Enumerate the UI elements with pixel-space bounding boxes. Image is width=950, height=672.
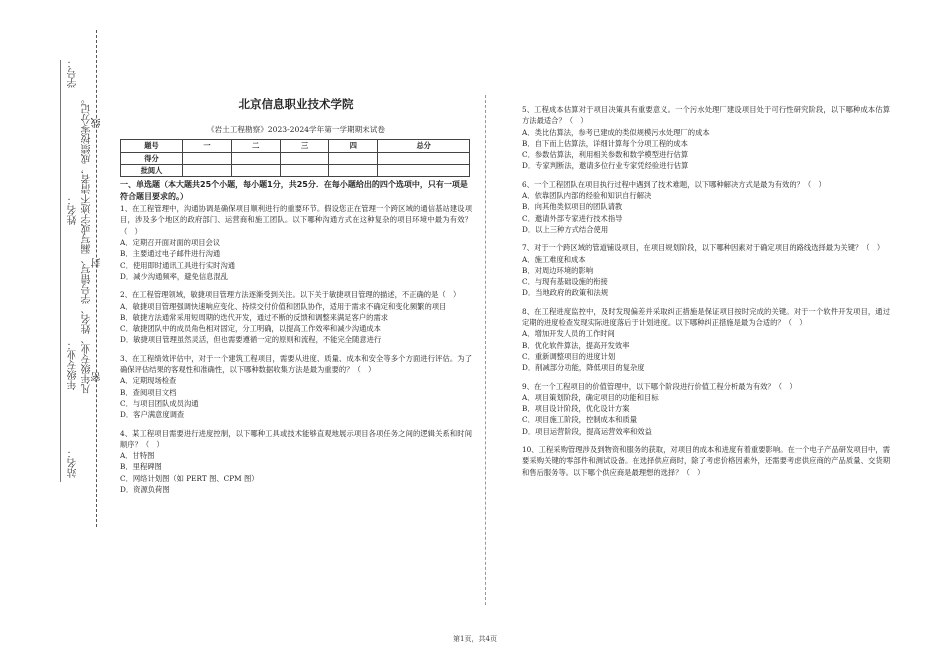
right-column — [522, 104, 890, 485]
question-stem: 6、一个工程团队在项目执行过程中遇到了技术难题，以下哪种解决方式是最为有效的？（ ） — [522, 179, 826, 189]
grader-cell[interactable] — [231, 164, 280, 176]
answer-option[interactable]: C．敏捷团队中的成员角色相对固定，分工明确，以提高工作效率和减少沟通成本 — [120, 324, 381, 334]
answer-option[interactable]: D．以上三种方式结合使用 — [522, 224, 609, 234]
answer-option[interactable]: D．客户满意度调查 — [120, 410, 185, 420]
answer-option[interactable]: A．施工难度和成本 — [522, 254, 586, 264]
answer-option[interactable]: C．使用即时通讯工具进行实时沟通 — [120, 260, 236, 270]
binding-notice: 凡年级专业、姓名、学号错写、漏写或字迹不清者，成绩按零分记。 — [82, 94, 93, 394]
answer-option[interactable]: A．敏捷项目管理强调快速响应变化、持续交付价值和团队协作，适用于需求不确定和变化频繁的项目 — [120, 301, 447, 311]
answer-option[interactable]: C．网络计划图（如 PERT 图、CPM 图） — [120, 473, 259, 483]
seat-label: 站名： — [68, 448, 79, 478]
answer-option[interactable]: B．向其他类似项目的团队请教 — [522, 202, 623, 212]
answer-option[interactable]: B．敏捷方法通常采用短周期的迭代开发，通过不断的反馈和调整来满足客户的需求 — [120, 312, 389, 322]
answer-option[interactable]: C．项目施工阶段，控制成本和质量 — [522, 415, 638, 425]
grader-row-label: 批阅人 — [121, 164, 183, 176]
binding-dashed-line-outer — [96, 30, 97, 527]
question-block — [120, 353, 472, 421]
answer-option[interactable]: C．与项目团队成员沟通 — [120, 398, 199, 408]
score-row-label: 得分 — [121, 152, 183, 164]
answer-option[interactable]: D．敏捷项目管理虽然灵活，但也需要遵循一定的原则和流程，不能完全随意进行 — [120, 335, 382, 345]
question-block — [120, 203, 472, 282]
seal-mark-0: 封 — [92, 258, 103, 268]
answer-option[interactable]: B．对周边环境的影响 — [522, 265, 594, 275]
score-col: 三 — [280, 140, 329, 152]
score-cell[interactable] — [329, 152, 378, 164]
question-stem: 10、工程采购管理涉及到物资和服务的获取，对项目的成本和进度有着重要影响。在一个电子产品研发项目中，需要采购关键的零部件和测试设备。在选择供应商时，除了考虑价格因素外，还需要考虑供应商的产品质量、交货期和售后服务等。以下哪个供应商是最理想的选择？（ ） — [522, 445, 890, 477]
score-cell[interactable] — [231, 152, 280, 164]
question-block — [522, 179, 890, 235]
exam-title: 《岩土工程勘察》2023-2024学年第一学期期末试卷 — [207, 125, 385, 134]
score-col: 一 — [183, 140, 232, 152]
answer-option[interactable]: B．主要通过电子邮件进行沟通 — [120, 249, 221, 259]
question-stem: 8、在工程进度监控中，及时发现偏差并采取纠正措施是保证项目按时完成的关键。对于一个软件开发项目，通过定期的进度检查发现实际进度落后于计划进度。以下哪种纠正措施是最为合适的？（ ） — [522, 306, 890, 328]
school-name: 北京信息职业技术学院 — [238, 97, 354, 111]
answer-option[interactable]: C．重新调整项目的进度计划 — [522, 351, 616, 361]
answer-option[interactable]: A．项目策划阶段，确定项目的功能和目标 — [522, 392, 659, 402]
answer-option[interactable]: A．类比估算法，参考已建成的类似规模污水处理厂的成本 — [522, 127, 710, 137]
score-cell[interactable] — [280, 152, 329, 164]
seal-mark-2: 密 — [92, 372, 103, 382]
question-stem: 1、在工程管理中，沟通协调是确保项目顺利进行的重要环节。假设您正在管理一个跨区域的通信基站建设项目，涉及多个地区的政府部门、运营商和施工团队。以下哪种沟通方式在这种复杂的项目环境中最为有效？（ ） — [120, 204, 472, 236]
answer-option[interactable]: A．增加开发人员的工作时间 — [522, 329, 615, 339]
question-block — [522, 242, 890, 298]
question-block — [120, 428, 472, 496]
answer-option[interactable]: B．里程碑图 — [120, 462, 162, 472]
question-stem: 5、工程成本估算对于项目决策具有重要意义。一个污水处理厂建设项目处于可行性研究阶段，以下哪种成本估算方法最适合？（ ） — [522, 105, 890, 126]
answer-option[interactable]: D．当地政府的政策和法规 — [522, 288, 609, 298]
section-heading: 一、单选题（本大题共25个小题，每小题1分，共25分．在每小题给出的四个选项中，只有一项是符合题目要求的。） — [120, 180, 468, 201]
column-divider — [485, 95, 486, 605]
binding-line-inner — [60, 60, 61, 482]
answer-option[interactable]: C．与现有基础设施的衔接 — [522, 277, 608, 287]
seal-mark-1: 线 — [92, 118, 103, 128]
score-row — [121, 152, 470, 164]
grader-row — [121, 164, 470, 176]
class-label: 年级专业： — [68, 340, 79, 390]
score-cell[interactable] — [183, 152, 232, 164]
page-footer: 第1页，共4页 — [453, 635, 497, 643]
question-block — [522, 444, 890, 478]
question-block — [120, 289, 472, 345]
grader-cell[interactable] — [378, 164, 470, 176]
student-id-label: 学号： — [68, 58, 79, 88]
question-stem: 9、在一个工程项目的价值管理中，以下哪个阶段进行价值工程分析最为有效？（ ） — [522, 381, 797, 391]
answer-option[interactable]: B．项目设计阶段，优化设计方案 — [522, 404, 630, 414]
answer-option[interactable]: B．自下而上估算法，详细计算每个分项工程的成本 — [522, 138, 688, 148]
score-col: 四 — [329, 140, 378, 152]
question-block — [522, 381, 890, 437]
answer-option[interactable]: D．削减部分功能，降低项目的复杂度 — [522, 363, 645, 373]
question-stem: 2、在工程管理领域，敏捷项目管理方法逐渐受到关注。以下关于敏捷项目管理的描述，不正确的是（ ） — [120, 290, 461, 300]
question-block — [522, 104, 890, 172]
answer-option[interactable]: A．依靠团队内部的经验和知识自行解决 — [522, 191, 652, 201]
grader-cell[interactable] — [280, 164, 329, 176]
right-question-list — [522, 104, 890, 478]
score-col: 题号 — [121, 140, 183, 152]
binding-margin — [0, 0, 105, 672]
answer-option[interactable]: B．查阅项目文档 — [120, 387, 177, 397]
score-table-header — [121, 140, 470, 152]
name-label: 姓名： — [68, 195, 79, 225]
grader-cell[interactable] — [329, 164, 378, 176]
question-block — [522, 306, 890, 374]
score-cell[interactable] — [378, 152, 470, 164]
score-col: 总分 — [378, 140, 470, 152]
answer-option[interactable]: D．减少沟通频率，避免信息混乱 — [120, 271, 229, 281]
score-table — [120, 139, 470, 177]
answer-option[interactable]: C．参数估算法，利用相关参数和数学模型进行估算 — [522, 150, 689, 160]
answer-option[interactable]: D．资源负荷图 — [120, 485, 170, 495]
answer-option[interactable]: A．定期现场检查 — [120, 376, 177, 386]
grader-cell[interactable] — [183, 164, 232, 176]
answer-option[interactable]: D．项目运营阶段，提高运营效率和效益 — [522, 426, 652, 436]
answer-option[interactable]: D．专家判断法，邀请多位行业专家凭经验进行估算 — [522, 161, 689, 171]
question-stem: 7、对于一个跨区域的管道铺设项目，在项目规划阶段，以下哪种因素对于确定项目的路线选择最为关键？（ ） — [522, 243, 885, 253]
left-question-list — [120, 203, 472, 495]
score-col: 二 — [231, 140, 280, 152]
left-column — [120, 96, 472, 502]
answer-option[interactable]: A．甘特图 — [120, 451, 155, 461]
answer-option[interactable]: B．优化软件算法，提高开发效率 — [522, 340, 630, 350]
question-stem: 3、在工程绩效评估中，对于一个建筑工程项目，需要从进度、质量、成本和安全等多个方面进行评估。为了确保评估结果的客观性和准确性，以下哪种数据收集方法是最为重要的？（ ） — [120, 353, 472, 375]
answer-option[interactable]: C．邀请外部专家进行技术指导 — [522, 213, 623, 223]
answer-option[interactable]: A．定期召开面对面的项目会议 — [120, 238, 221, 248]
question-stem: 4、某工程项目需要进行进度控制，以下哪种工具或技术能够直观地展示项目各项任务之间的逻辑关系和时间顺序？（ ） — [120, 428, 472, 449]
